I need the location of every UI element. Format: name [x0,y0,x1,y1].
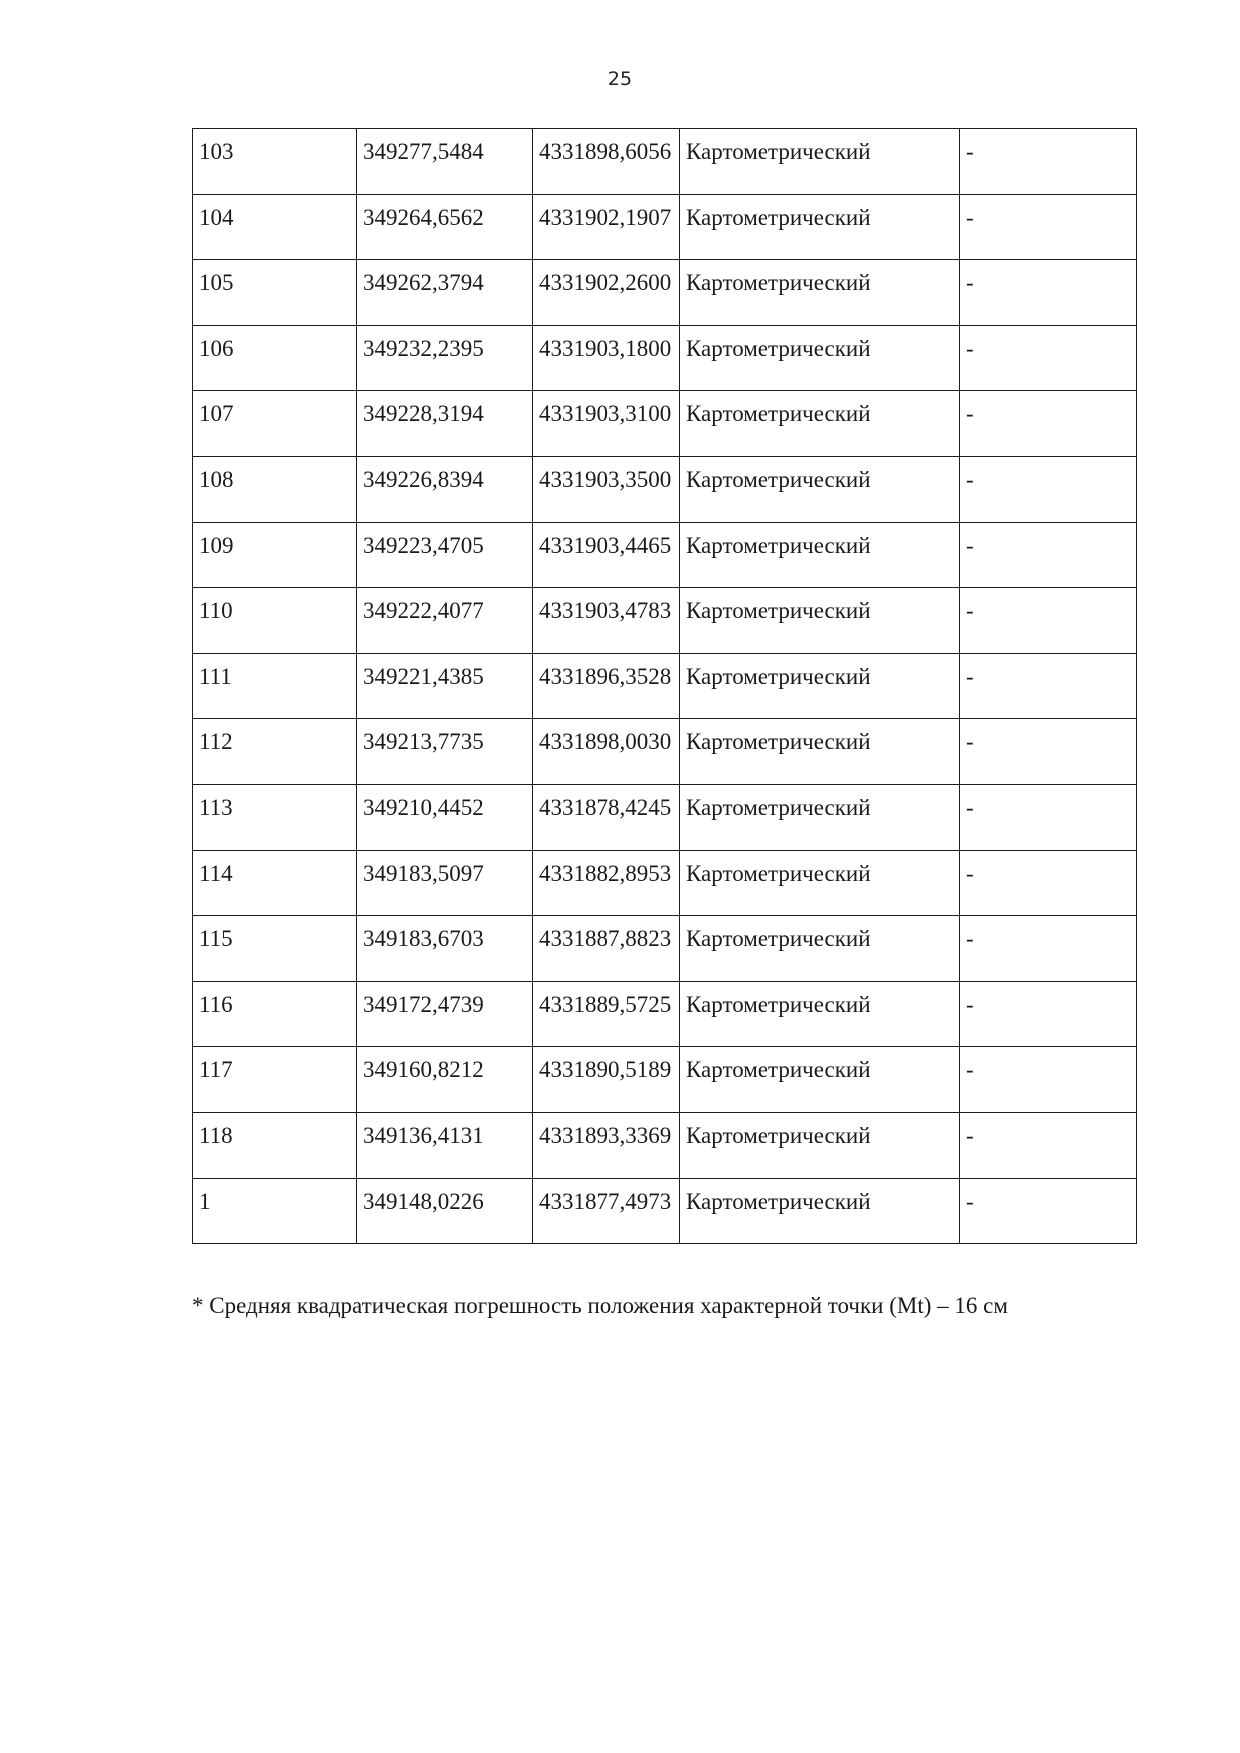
point-number-cell [193,653,357,719]
cell-text: 4331902,2600 [539,270,672,296]
table-row [193,719,1137,785]
cell-text: Картометрический [686,204,871,230]
method-cell [680,1178,960,1244]
table-row [193,260,1137,326]
cell-text: Картометрический [686,139,871,164]
x-coordinate-cell [357,456,533,522]
cell-text: Картометрический [686,1188,871,1214]
cell-text: 4331903,4783 [539,598,672,624]
footnote: * Средняя квадратическая погрешность положения характерной точки (Mt) – 16 см [192,1293,1008,1318]
y-coordinate-cell [533,194,680,260]
accuracy-cell [960,981,1137,1047]
cell-text: 349264,6562 [363,204,484,230]
cell-text: 349183,6703 [363,926,484,952]
y-coordinate-cell [533,1047,680,1113]
cell-text: - [966,139,974,164]
accuracy-cell [960,325,1137,391]
y-coordinate-cell [533,456,680,522]
x-coordinate-cell [357,1112,533,1178]
point-number-cell [193,719,357,785]
cell-text: Картометрический [686,532,871,558]
x-coordinate-cell [357,260,533,326]
method-cell [680,1047,960,1113]
x-coordinate-cell [357,850,533,916]
table-row [193,1112,1137,1178]
accuracy-cell [960,129,1137,195]
y-coordinate-cell [533,719,680,785]
cell-text: 349213,7735 [363,729,484,755]
x-coordinate-cell [357,653,533,719]
y-coordinate-cell [533,260,680,326]
method-cell [680,129,960,195]
cell-text: - [966,1122,974,1148]
point-number-cell [193,391,357,457]
point-number-cell [193,194,357,260]
cell-text: Картометрический [686,926,871,952]
x-coordinate-cell [357,916,533,982]
cell-text: 115 [199,926,233,952]
cell-text: - [966,598,974,624]
cell-text: 103 [199,139,234,164]
cell-text: 108 [199,466,234,492]
accuracy-cell [960,588,1137,654]
y-coordinate-cell [533,784,680,850]
cell-text: Картометрический [686,663,871,689]
cell-text: 349226,8394 [363,466,484,492]
x-coordinate-cell [357,391,533,457]
cell-text: 4331889,5725 [539,991,672,1017]
cell-text: 113 [199,794,233,820]
coordinates-table [192,128,1137,1244]
cell-text: - [966,335,974,361]
method-cell [680,456,960,522]
cell-text: Картометрический [686,598,871,624]
cell-text: 349148,0226 [363,1188,484,1214]
cell-text: 349183,5097 [363,860,484,886]
cell-text: Картометрический [686,729,871,755]
cell-text: 349228,3194 [363,401,484,427]
table-row [193,391,1137,457]
cell-text: 109 [199,532,234,558]
x-coordinate-cell [357,1047,533,1113]
accuracy-cell [960,260,1137,326]
method-cell [680,194,960,260]
cell-text: 4331890,5189 [539,1057,672,1083]
table-row [193,916,1137,982]
y-coordinate-cell [533,522,680,588]
accuracy-cell [960,194,1137,260]
table-row [193,1178,1137,1244]
cell-text: 349277,5484 [363,139,484,164]
cell-text: 111 [199,663,232,689]
y-coordinate-cell [533,1112,680,1178]
cell-text: - [966,1057,974,1083]
cell-text: - [966,860,974,886]
table-row [193,981,1137,1047]
accuracy-cell [960,391,1137,457]
y-coordinate-cell [533,981,680,1047]
cell-text: Картометрический [686,401,871,427]
x-coordinate-cell [357,129,533,195]
cell-text: Картометрический [686,1122,871,1148]
y-coordinate-cell [533,850,680,916]
cell-text: 349136,4131 [363,1122,484,1148]
cell-text: 4331903,3100 [539,401,672,427]
cell-text: Картометрический [686,335,871,361]
table-row [193,522,1137,588]
method-cell [680,325,960,391]
cell-text: 104 [199,204,234,230]
accuracy-cell [960,719,1137,785]
table-row [193,129,1137,195]
table-row [193,1047,1137,1113]
y-coordinate-cell [533,391,680,457]
cell-text: 349223,4705 [363,532,484,558]
x-coordinate-cell [357,194,533,260]
cell-text: 4331903,4465 [539,532,672,558]
cell-text: - [966,401,974,427]
cell-text: 4331896,3528 [539,663,672,689]
cell-text: - [966,926,974,952]
y-coordinate-cell [533,129,680,195]
method-cell [680,916,960,982]
accuracy-cell [960,850,1137,916]
cell-text: 106 [199,335,234,361]
point-number-cell [193,850,357,916]
accuracy-cell [960,784,1137,850]
cell-text: Картометрический [686,466,871,492]
point-number-cell [193,1047,357,1113]
point-number-cell [193,522,357,588]
cell-text: 4331878,4245 [539,794,672,820]
point-number-cell [193,784,357,850]
x-coordinate-cell [357,325,533,391]
method-cell [680,522,960,588]
point-number-cell [193,325,357,391]
table-row [193,784,1137,850]
cell-text: 349222,4077 [363,598,484,624]
x-coordinate-cell [357,719,533,785]
table-row [193,325,1137,391]
cell-text: 349160,8212 [363,1057,484,1083]
coordinates-table-body [193,129,1137,1244]
table-row [193,194,1137,260]
method-cell [680,653,960,719]
cell-text: 118 [199,1122,233,1148]
cell-text: 112 [199,729,233,755]
method-cell [680,719,960,785]
cell-text: 349232,2395 [363,335,484,361]
cell-text: - [966,729,974,755]
method-cell [680,588,960,654]
y-coordinate-cell [533,1178,680,1244]
cell-text: Картометрический [686,991,871,1017]
table-row [193,456,1137,522]
cell-text: 4331887,8823 [539,926,672,952]
cell-text: 4331903,1800 [539,335,672,361]
point-number-cell [193,1178,357,1244]
point-number-cell [193,260,357,326]
cell-text: - [966,1188,974,1214]
accuracy-cell [960,1178,1137,1244]
cell-text: 110 [199,598,233,624]
cell-text: - [966,204,974,230]
method-cell [680,1112,960,1178]
cell-text: 117 [199,1057,233,1083]
cell-text: 4331902,1907 [539,204,672,230]
y-coordinate-cell [533,916,680,982]
cell-text: 4331898,0030 [539,729,672,755]
cell-text: - [966,532,974,558]
accuracy-cell [960,1047,1137,1113]
cell-text: 4331903,3500 [539,466,672,492]
point-number-cell [193,981,357,1047]
point-number-cell [193,456,357,522]
x-coordinate-cell [357,784,533,850]
cell-text: Картометрический [686,270,871,296]
accuracy-cell [960,916,1137,982]
cell-text: 4331893,3369 [539,1122,672,1148]
table-row [193,588,1137,654]
y-coordinate-cell [533,588,680,654]
accuracy-cell [960,456,1137,522]
x-coordinate-cell [357,1178,533,1244]
point-number-cell [193,588,357,654]
cell-text: 349262,3794 [363,270,484,296]
accuracy-cell [960,522,1137,588]
accuracy-cell [960,653,1137,719]
cell-text: 4331898,6056 [539,139,672,164]
cell-text: 4331877,4973 [539,1188,672,1214]
x-coordinate-cell [357,588,533,654]
cell-text: 1 [199,1188,211,1214]
y-coordinate-cell [533,325,680,391]
point-number-cell [193,1112,357,1178]
cell-text: - [966,794,974,820]
method-cell [680,981,960,1047]
cell-text: 114 [199,860,233,886]
cell-text: - [966,991,974,1017]
method-cell [680,850,960,916]
cell-text: 116 [199,991,233,1017]
method-cell [680,784,960,850]
x-coordinate-cell [357,981,533,1047]
cell-text: 105 [199,270,234,296]
page-number: 25 [607,68,633,90]
accuracy-cell [960,1112,1137,1178]
y-coordinate-cell [533,653,680,719]
cell-text: 349221,4385 [363,663,484,689]
cell-text: - [966,270,974,296]
cell-text: 349210,4452 [363,794,484,820]
point-number-cell [193,916,357,982]
cell-text: Картометрический [686,1057,871,1083]
cell-text: - [966,466,974,492]
cell-text: 4331882,8953 [539,860,672,886]
cell-text: 107 [199,401,234,427]
cell-text: Картометрический [686,794,871,820]
cell-text: 349172,4739 [363,991,484,1017]
cell-text: Картометрический [686,860,871,886]
method-cell [680,260,960,326]
cell-text: - [966,663,974,689]
table-row [193,653,1137,719]
table-row [193,850,1137,916]
point-number-cell [193,129,357,195]
method-cell [680,391,960,457]
x-coordinate-cell [357,522,533,588]
